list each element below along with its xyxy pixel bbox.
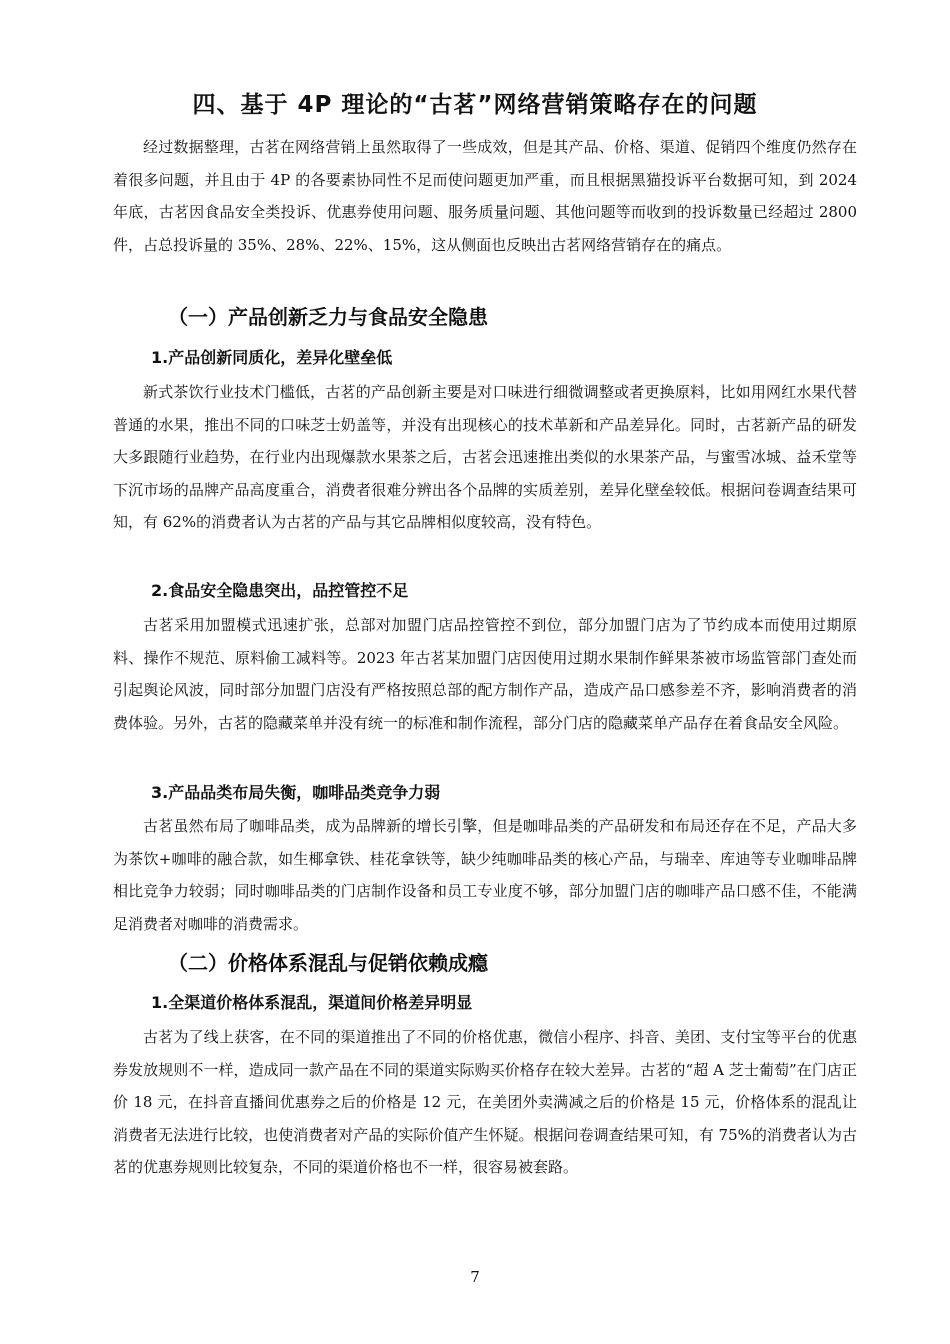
intro-paragraph: 经过数据整理，古茗在网络营销上虽然取得了一些成效，但是其产品、价格、渠道、促销四个维度仍然存在着很多问题，并且由于 4P 的各要素协同性不足而使问题更加严重，而且根据黑猫投诉平台数据可知，到 2024 年底，古茗因食品安全类投诉、优惠券使用问题、服务质量问题、其他问题等而收到的投诉数量已经超过 2800 件，占总投诉量的 35%、28%、22%、15%，这从侧面也反映出古茗网络营销存在的痛点。 (113, 138, 857, 254)
paragraph-1-2: 古茗采用加盟模式迅速扩张，总部对加盟门店品控管控不到位，部分加盟门店为了节约成本而使用过期原料、操作不规范、原料偷工减料等。2023 年古茗某加盟门店因使用过期水果制作鲜果茶被市场监管部门查处而引起舆论风波，同时部分加盟门店没有严格按照总部的配方制作产品，造成产品口感参差不齐，影响消费者的消费体验。另外，古茗的隐藏菜单并没有统一的标准和制作流程，部分门店的隐藏菜单产品存在着食品安全风险。 (113, 616, 857, 732)
paragraph-1-1: 新式茶饮行业技术门槛低，古茗的产品创新主要是对口味进行细微调整或者更换原料，比如用网红水果代替普通的水果，推出不同的口味芝士奶盖等，并没有出现核心的技术革新和产品差异化。同时，古茗新产品的研发大多跟随行业趋势，在行业内出现爆款水果茶之后，古茗会迅速推出类似的水果茶产品，与蜜雪冰城、益禾堂等下沉市场的品牌产品高度重合，消费者很难分辨出各个品牌的实质差别，差异化壁垒较低。根据问卷调查结果可知，有 62%的消费者认为古茗的产品与其它品牌相似度较高，没有特色。 (113, 383, 857, 532)
paragraph-2-1: 古茗为了线上获客，在不同的渠道推出了不同的价格优惠，微信小程序、抖音、美团、支付宝等平台的优惠券发放规则不一样，造成同一款产品在不同的渠道实际购买价格存在较大差异。古茗的“超 A 芝士葡萄”在门店正价 18 元，在抖音直播间优惠券之后的价格是 12 元，在美团外卖满减之后的价格是 15 元，价格体系的混乱让消费者无法进行比较，也使消费者对产品的实际价值产生怀疑。根据问卷调查结果可知，有 75%的消费者认为古茗的优惠券规则比较复杂，不同的渠道价格也不一样，很容易被套路。 (113, 1028, 857, 1177)
page-number: 7 (470, 1268, 480, 1286)
section-heading-2: （二）价格体系混乱与促销依赖成瘾 (168, 951, 488, 975)
paragraph-1-3: 古茗虽然布局了咖啡品类，成为品牌新的增长引擎，但是咖啡品类的产品研发和布局还存在不足，产品大多为茶饮+咖啡的融合款，如生椰拿铁、桂花拿铁等，缺少纯咖啡品类的核心产品，与瑞幸、库迪等专业咖啡品牌相比竞争力较弱；同时咖啡品类的门店制作设备和员工专业度不够，部分加盟门店的咖啡产品口感不佳，不能满足消费者对咖啡的消费需求。 (113, 817, 857, 933)
subsection-heading-1-1: 1.产品创新同质化，差异化壁垒低 (151, 348, 393, 367)
page-title: 四、基于 4P 理论的“古茗”网络营销策略存在的问题 (192, 92, 758, 118)
subsection-heading-1-3: 3.产品品类布局失衡，咖啡品类竞争力弱 (151, 783, 441, 802)
section-heading-1: （一）产品创新乏力与食品安全隐患 (168, 305, 488, 329)
subsection-heading-1-2: 2.食品安全隐患突出，品控管控不足 (151, 581, 409, 600)
subsection-heading-2-1: 1.全渠道价格体系混乱，渠道间价格差异明显 (151, 993, 473, 1012)
